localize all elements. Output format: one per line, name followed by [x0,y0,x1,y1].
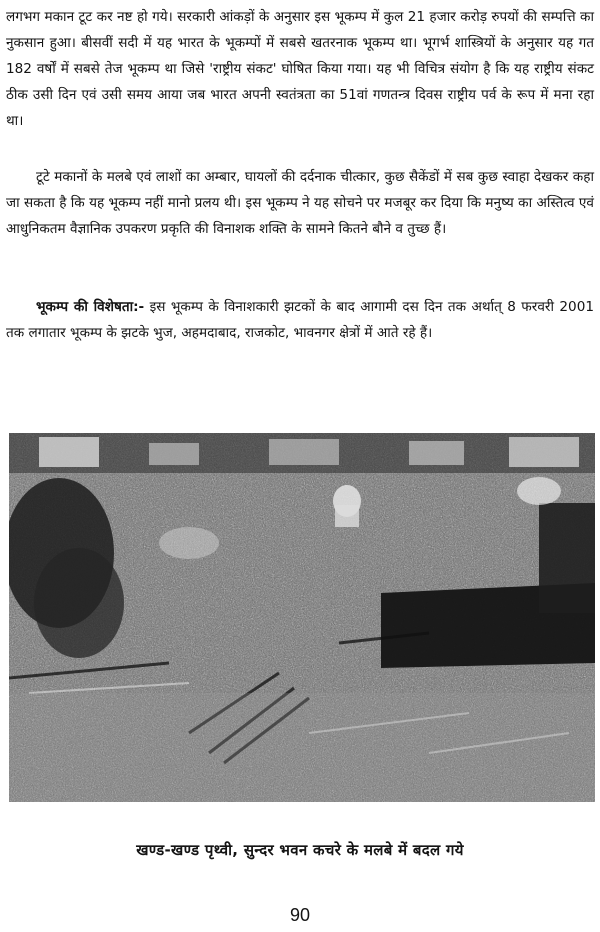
paragraph-features-text [6,294,594,346]
paragraph-damage-text: लगभग मकान टूट कर नष्ट हो गये। सरकारी आंकड़ों के अनुसार इस भूकम्प में कुल 21 हजार करोड़ रुपयों की सम्पत्ति का नुकसान हुआ। बीसवीं सदी में यह भारत के भूकम्पों में सबसे खतरनाक भूकम्प था। भूगर्भ शास्त्रियों के अनुसार यह गत 182 वर्षों में सबसे तेज भूकम्प था जिसे 'राष्ट्रीय संकट' घोषित किया गया। यह भी विचित्र संयोग है कि यह राष्ट्रीय संकट ठीक उसी दिन एवं उसी समय आया जब भारत अपनी स्वतंत्रता का 51वां गणतन्त्र दिवस राष्ट्रीय पर्व के रूप में मना रहा था। [6,9,594,129]
paragraph-damage [6,4,594,134]
earthquake-rubble-photo [9,433,595,802]
paragraph-devastation [6,164,594,242]
page-number: 90 [289,905,311,925]
rubble-illustration [9,433,595,802]
features-body: इस भूकम्प के विनाशकारी झटकों के बाद आगामी दस दिन तक अर्थात् 8 फरवरी 2001 तक लगातार भूकम्प के झटके भुज, अहमदाबाद, राजकोट, भावनगर क्षेत्रों में आते रहे हैं। [6,299,594,341]
photo-caption: खण्ड-खण्ड पृथ्वी, सुन्दर भवन कचरे के मलबे में बदल गये [136,841,464,859]
paragraph-features [6,294,594,346]
paragraph-devastation-text: टूटे मकानों के मलबे एवं लाशों का अम्बार, घायलों की दर्दनाक चीत्कार, कुछ सैकेंडों में सब कुछ स्वाहा देखकर कहा जा सकता है कि यह भूकम्प नहीं मानो प्रलय थी। इस भूकम्प ने यह सोचने पर मजबूर कर दिया कि मनुष्य का अस्तित्व एवं आधुनिकतम वैज्ञानिक उपकरण प्रकृति की विनाशक शक्ति के सामने कितने बौने व तुच्छ हैं। [6,169,594,237]
features-heading: भूकम्प की विशेषता:- [36,299,145,315]
